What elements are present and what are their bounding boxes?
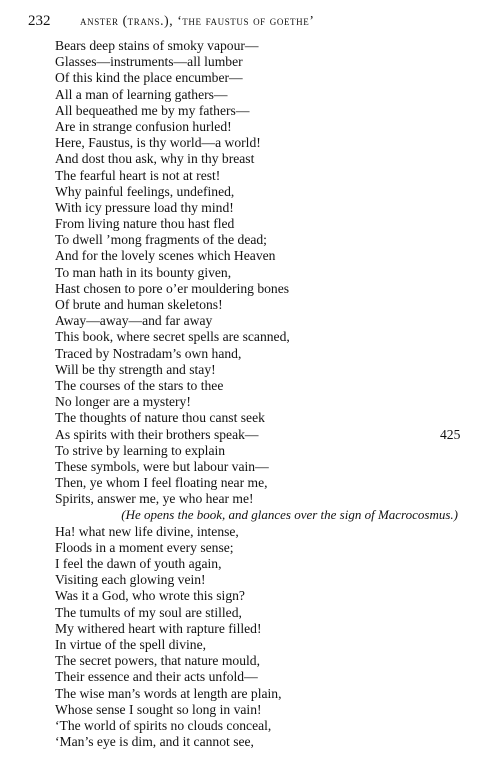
verse-line: Of brute and human skeletons! [55, 297, 223, 312]
verse-line: Then, ye whom I feel floating near me, [55, 475, 268, 491]
verse-line: The tumults of my soul are stilled, [55, 604, 242, 620]
verse-line: Visiting each glowing vein! [55, 572, 206, 588]
verse-line: Spirits, answer me, ye who hear me! [55, 491, 254, 507]
line-number: 425 [440, 426, 461, 442]
verse-line: In virtue of the spell divine, [55, 636, 207, 652]
verse-line: These symbols, were but labour vain— [55, 458, 269, 474]
verse-line: Here, Faustus, is thy world—a world! [55, 135, 261, 151]
verse-line: I feel the dawn of youth again, [55, 556, 222, 571]
verse-line: The thoughts of nature thou canst seek [55, 410, 265, 426]
verse-line: Hast chosen to pore o’er mouldering bones [55, 280, 290, 296]
verse-line: ‘Man’s eye is dim, and it cannot see, [55, 734, 254, 750]
verse-line: Traced by Nostradam’s own hand, [55, 345, 242, 361]
verse-line: To dwell ’mong fragments of the dead; [55, 232, 267, 248]
verse-line: From living nature thou hast fled [55, 216, 235, 232]
verse-line: The secret powers, that nature mould, [55, 653, 260, 669]
verse-line-text: As spirits with their brothers speak— [55, 426, 259, 442]
running-head: anster (trans.), ‘the faustus of goethe’ [80, 13, 315, 28]
verse-line: To strive by learning to explain [55, 442, 226, 458]
verse-line: To man hath in its bounty given, [55, 264, 232, 280]
verse-line: Floods in a moment every sense; [55, 539, 234, 555]
verse-line: All a man of learning gathers— [55, 86, 228, 102]
verse-line: My withered heart with rapture filled! [55, 620, 262, 636]
verse-line: Was it a God, who wrote this sign? [55, 588, 245, 604]
verse-line: Their essence and their acts unfold— [55, 669, 258, 685]
page-number: 232 [28, 13, 51, 29]
verse-line: All bequeathed me by my fathers— [55, 102, 250, 118]
verse-line: The wise man’s words at length are plain, [55, 685, 282, 701]
verse-line: ‘The world of spirits no clouds conceal, [55, 717, 272, 733]
verse-line: Bears deep stains of smoky vapour— [55, 38, 259, 53]
verse-line: The courses of the stars to thee [55, 377, 224, 393]
stage-direction: (He opens the book, and glances over the sign of Macrocosmus.) [121, 507, 458, 523]
verse-line: No longer are a mystery! [55, 394, 191, 410]
verse-line: Will be thy strength and stay! [55, 361, 216, 377]
verse-line: Away—away—and far away [55, 313, 213, 329]
verse-line: And for the lovely scenes which Heaven [55, 248, 276, 264]
verse-line: Ha! what new life divine, intense, [55, 523, 239, 539]
verse-line: Why painful feelings, undefined, [55, 183, 235, 199]
verse-line: The fearful heart is not at rest! [55, 167, 221, 183]
verse-line: And dost thou ask, why in thy breast [55, 151, 255, 167]
verse-line: Are in strange confusion hurled! [55, 118, 232, 134]
verse-line: Glasses—instruments—all lumber [55, 54, 243, 70]
verse-line: Whose sense I sought so long in vain! [55, 701, 262, 717]
verse-line: Of this kind the place encumber— [55, 70, 243, 86]
verse-line: With icy pressure load thy mind! [55, 199, 234, 215]
verse-line-with-number [55, 427, 470, 443]
verse-block [55, 38, 470, 750]
page-header [28, 10, 470, 32]
verse-line: This book, where secret spells are scanned, [55, 329, 290, 345]
